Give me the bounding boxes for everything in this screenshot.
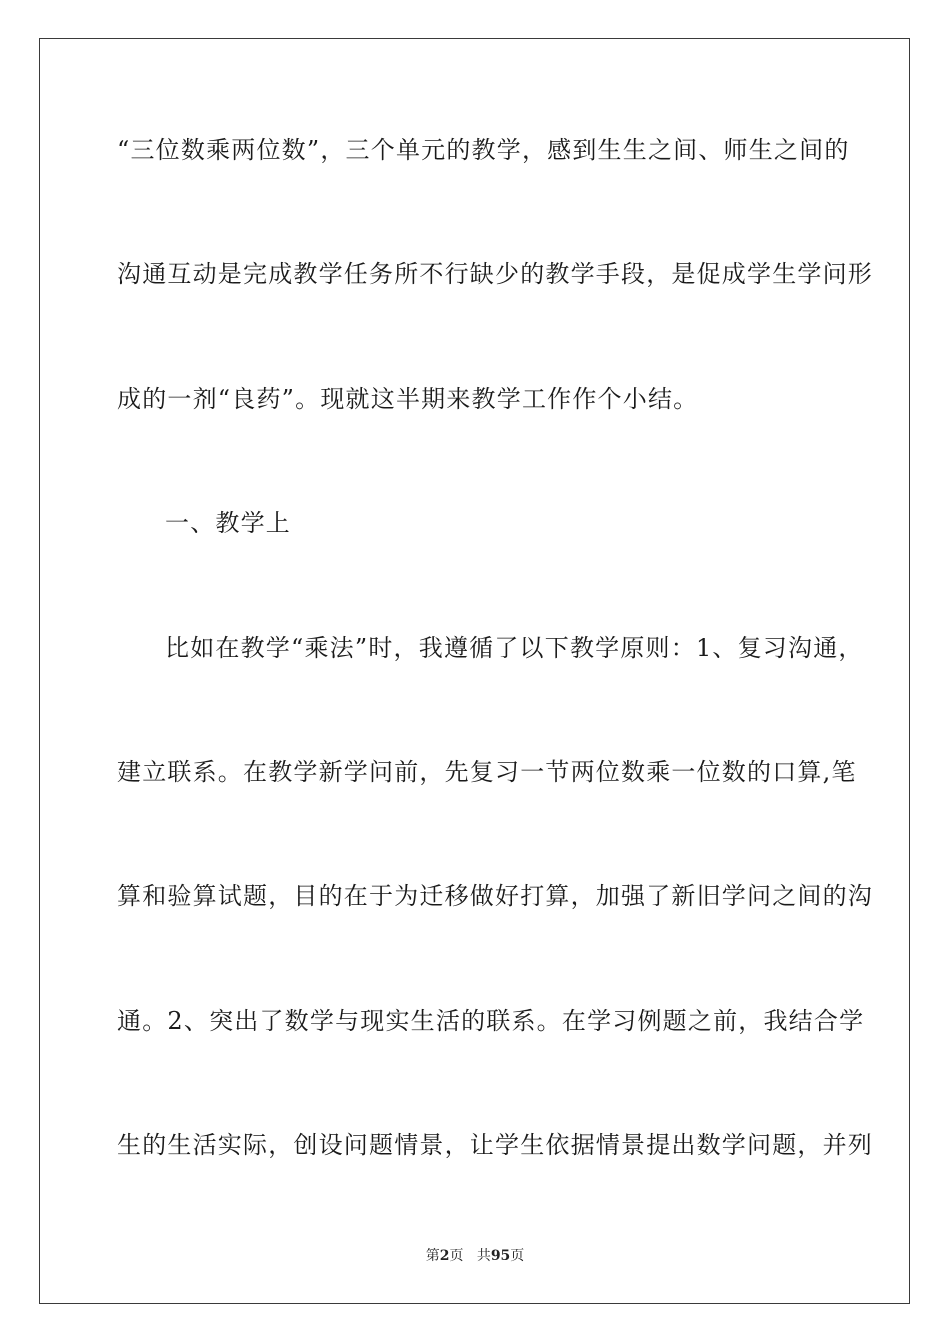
body-line-9: 生的生活实际，创设问题情景，让学生依据情景提出数学问题，并列 xyxy=(117,1131,873,1159)
current-page-number: 2 xyxy=(439,1248,450,1264)
body-line-2: 沟通互动是完成教学任务所不行缺少的教学手段，是促成学生学问形 xyxy=(117,260,873,288)
footer-prefix: 第 xyxy=(425,1248,440,1264)
page-footer xyxy=(0,1246,950,1266)
footer-total-label: 页 xyxy=(510,1248,525,1264)
total-pages-number: 95 xyxy=(490,1248,511,1264)
body-line-5: 比如在教学“乘法”时，我遵循了以下教学原则：1、复习沟通， xyxy=(165,634,864,662)
body-line-8: 通。2、突出了数学与现实生活的联系。在学习例题之前，我结合学 xyxy=(117,1007,865,1035)
section-heading: 一、教学上 xyxy=(165,509,291,537)
body-line-6: 建立联系。在教学新学问前，先复习一节两位数乘一位数的口算,笔 xyxy=(117,758,857,786)
footer-total-prefix: 共 xyxy=(476,1248,491,1264)
page-border xyxy=(39,38,910,1304)
body-line-7: 算和验算试题，目的在于为迁移做好打算，加强了新旧学问之间的沟 xyxy=(117,882,873,910)
footer-page-label: 页 xyxy=(449,1248,464,1264)
body-line-3: 成的一剂“良药”。现就这半期来教学工作作个小结。 xyxy=(117,385,699,413)
body-line-1: “三位数乘两位数”，三个单元的教学，感到生生之间、师生之间的 xyxy=(117,136,850,164)
